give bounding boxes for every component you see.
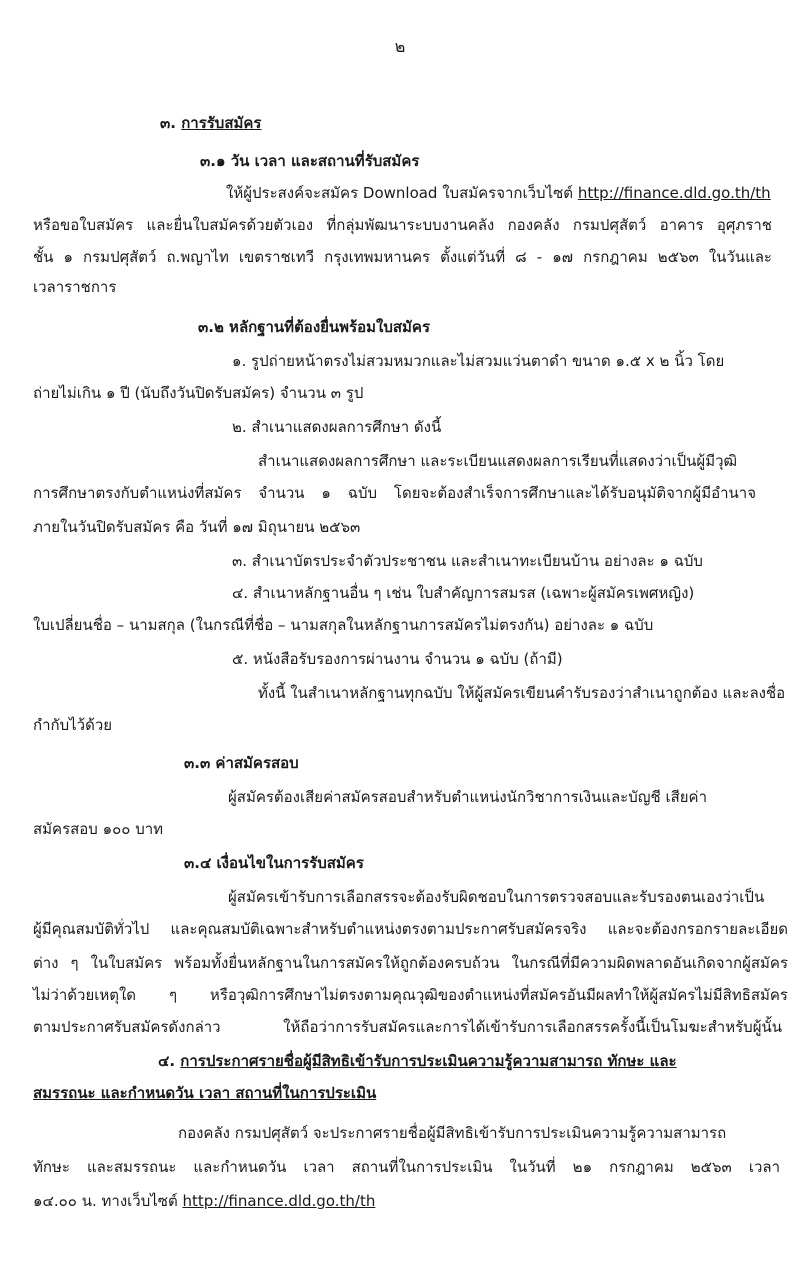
paragraph-text: ๑๔.๐๐ น. ทางเว็บไซต์ [33,1192,178,1210]
paragraph-line [0,1190,800,1212]
paragraph-text: ให้ผู้ประสงค์จะสมัคร Download ใบสมัครจากเว็บไซต์ [226,184,574,202]
website-link[interactable]: http://finance.dld.go.th/th [182,1192,376,1210]
section-4-title: การประกาศรายชื่อผู้มีสิทธิเข้ารับการประเมินความรู้ความสามารถ ทักษะ และ [180,1052,677,1070]
section-3-2-heading: ๓.๒ หลักฐานที่ต้องยื่นพร้อมใบสมัคร [198,318,431,336]
paragraph-line: ตามประกาศรับสมัครดังกล่าว ให้ถือว่าการรับสมัครและการได้เข้ารับการเลือกสรรครั้งนี้เป็นโมฆะสำหรับผู้นั้น [33,1018,782,1036]
list-item: ใบเปลี่ยนชื่อ – นามสกุล (ในกรณีที่ชื่อ – นามสกุลในหลักฐานการสมัครไม่ตรงกัน) อย่างละ ๑ ฉบับ [33,616,654,634]
section-4-heading-cont: สมรรถนะ และกำหนดวัน เวลา สถานที่ในการประเมิน [33,1084,377,1102]
page-number: ๒ [394,37,406,56]
paragraph-line: ไม่ว่าด้วยเหตุใด ๆ หรือวุฒิการศึกษาไม่ตรงตามคุณวุฒิของตำแหน่งที่สมัครอันมีผลทำให้ผู้สมัครไม่มีสิทธิสมัคร [33,986,788,1004]
note-line: กำกับไว้ด้วย [33,716,113,734]
list-item: ภายในวันปิดรับสมัคร คือ วันที่ ๑๗ มิถุนายน ๒๕๖๓ [33,518,361,536]
list-item: ถ่ายไม่เกิน ๑ ปี (นับถึงวันปิดรับสมัคร) จำนวน ๓ รูป [33,384,364,402]
section-4-heading [0,1050,800,1072]
list-item: การศึกษาตรงกับตำแหน่งที่สมัคร จำนวน ๑ ฉบับ โดยจะต้องสำเร็จการศึกษาและได้รับอนุมัติจากผู้มีอำนาจ [33,484,756,502]
paragraph-line: ผู้มีคุณสมบัติทั่วไป และคุณสมบัติเฉพาะสำหรับตำแหน่งตรงตามประกาศรับสมัครจริง และจะต้องกรอกรายละเอียด [33,920,788,938]
list-item: ๔. สำเนาหลักฐานอื่น ๆ เช่น ใบสำคัญการสมรส (เฉพาะผู้สมัครเพศหญิง) [232,584,695,602]
paragraph-line: ต่าง ๆ ในใบสมัคร พร้อมทั้งยื่นหลักฐานในการสมัครให้ถูกต้องครบถ้วน ในกรณีที่มีความผิดพลาดอันเกิดจากผู้สมัคร [33,954,788,972]
paragraph-line: หรือขอใบสมัคร และยื่นใบสมัครด้วยตัวเอง ที่กลุ่มพัฒนาระบบงานคลัง กองคลัง กรมปศุสัตว์ อาคาร อุศุภราช [33,216,772,234]
paragraph-line: ผู้สมัครเข้ารับการเลือกสรรจะต้องรับผิดชอบในการตรวจสอบและรับรองตนเองว่าเป็น [228,888,765,906]
paragraph-line: ชั้น ๑ กรมปศุสัตว์ ถ.พญาไท เขตราชเทวี กรุงเทพมหานคร ตั้งแต่วันที่ ๘ - ๑๗ กรกฎาคม ๒๕๖๓ ในวันและ [33,248,772,266]
paragraph-line [0,182,800,204]
section-3-number: ๓. [160,114,176,132]
paragraph-line: ผู้สมัครต้องเสียค่าสมัครสอบสำหรับตำแหน่งนักวิชาการเงินและบัญชี เสียค่า [228,788,708,806]
paragraph-line: กองคลัง กรมปศุสัตว์ จะประกาศรายชื่อผู้มีสิทธิเข้ารับการประเมินความรู้ความสามารถ [178,1124,727,1142]
section-3-3-heading: ๓.๓ ค่าสมัครสอบ [184,754,299,772]
list-item: ๓. สำเนาบัตรประจำตัวประชาชน และสำเนาทะเบียนบ้าน อย่างละ ๑ ฉบับ [232,552,703,570]
paragraph-line: ทักษะ และสมรรถนะ และกำหนดวัน เวลา สถานที่ในการประเมิน ในวันที่ ๒๑ กรกฎาคม ๒๕๖๓ เวลา [33,1158,780,1176]
section-3-1-heading: ๓.๑ วัน เวลา และสถานที่รับสมัคร [200,152,420,170]
list-item: ๑. รูปถ่ายหน้าตรงไม่สวมหมวกและไม่สวมแว่นตาดำ ขนาด ๑.๕ x ๒ นิ้ว โดย [232,352,725,370]
download-link[interactable]: http://finance.dld.go.th/th [577,184,771,202]
paragraph-line: เวลาราชการ [33,278,117,296]
paragraph-line: สมัครสอบ ๑๐๐ บาท [33,820,164,838]
list-item: ๒. สำเนาแสดงผลการศึกษา ดังนี้ [232,418,442,436]
note-line: ทั้งนี้ ในสำเนาหลักฐานทุกฉบับ ให้ผู้สมัครเขียนคำรับรองว่าสำเนาถูกต้อง และลงชื่อ [258,684,786,702]
section-3-title: การรับสมัคร [181,114,262,132]
section-4-number: ๔. [158,1052,176,1070]
list-item: สำเนาแสดงผลการศึกษา และระเบียนแสดงผลการเรียนที่แสดงว่าเป็นผู้มีวุฒิ [258,452,738,470]
section-3-4-heading: ๓.๔ เงื่อนไขในการรับสมัคร [184,854,364,872]
list-item: ๕. หนังสือรับรองการผ่านงาน จำนวน ๑ ฉบับ (ถ้ามี) [232,650,563,668]
section-3-heading [0,112,800,134]
